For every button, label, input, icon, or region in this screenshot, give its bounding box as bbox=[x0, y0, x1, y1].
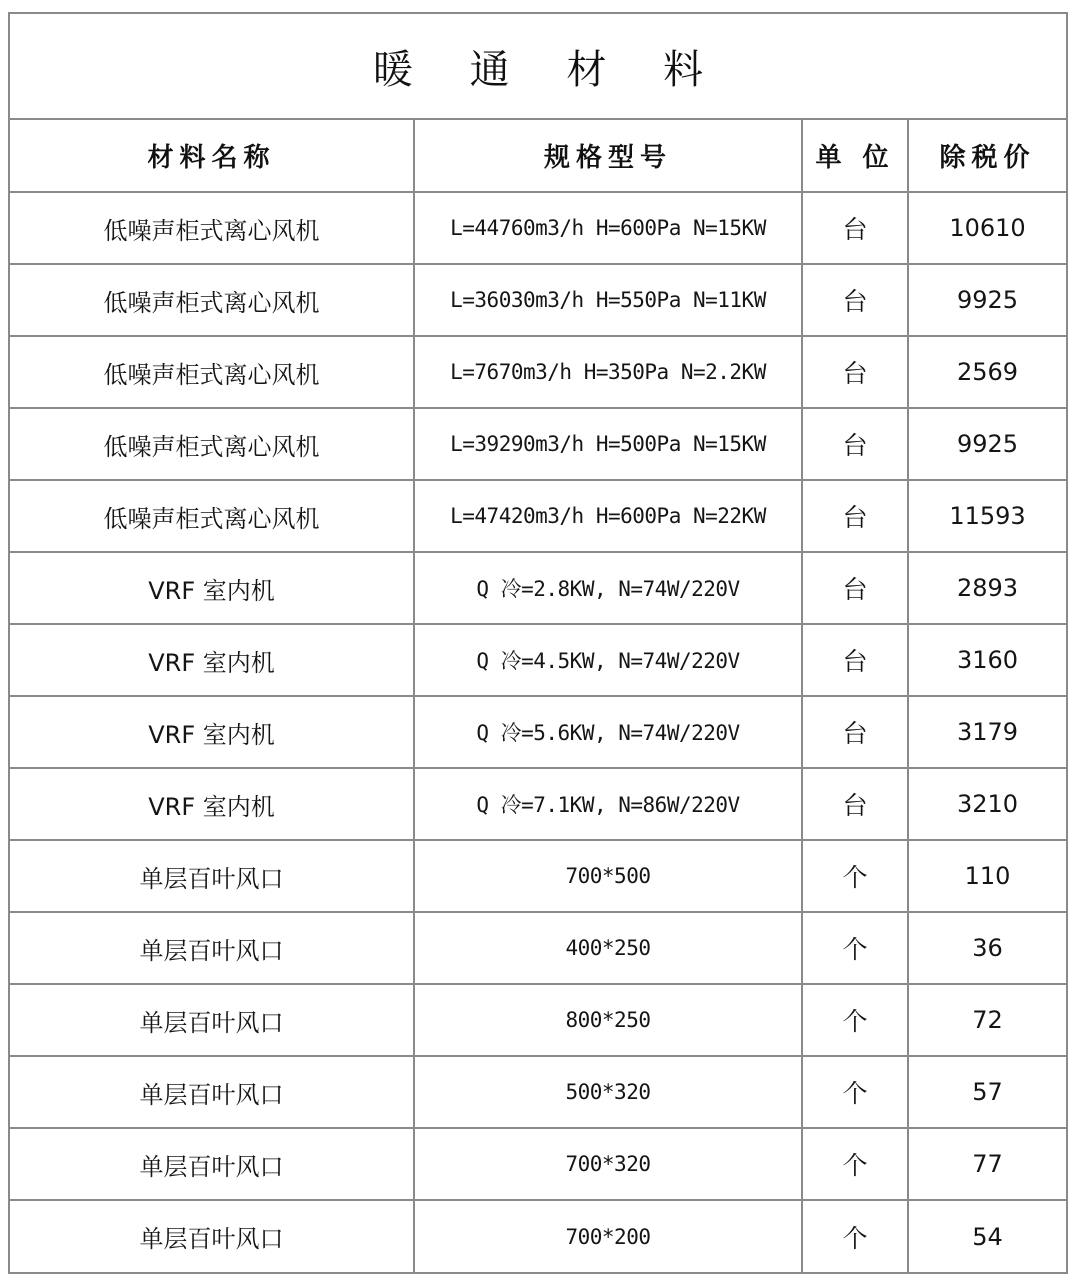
cell-unit: 个 bbox=[802, 1128, 908, 1200]
cell-unit: 台 bbox=[802, 192, 908, 264]
table-row bbox=[10, 1200, 1066, 1272]
column-header-name: 材料名称 bbox=[10, 120, 414, 192]
table-row bbox=[10, 264, 1066, 336]
cell-price: 2893 bbox=[908, 552, 1066, 624]
cell-name: VRF 室内机 bbox=[10, 552, 414, 624]
cell-unit: 个 bbox=[802, 1200, 908, 1272]
cell-price: 110 bbox=[908, 840, 1066, 912]
materials-table bbox=[10, 120, 1066, 1272]
cell-price: 36 bbox=[908, 912, 1066, 984]
cell-name: VRF 室内机 bbox=[10, 696, 414, 768]
cell-price: 10610 bbox=[908, 192, 1066, 264]
cell-name: 单层百叶风口 bbox=[10, 1128, 414, 1200]
cell-name: 低噪声柜式离心风机 bbox=[10, 192, 414, 264]
cell-spec: 800*250 bbox=[414, 984, 802, 1056]
cell-name: 低噪声柜式离心风机 bbox=[10, 264, 414, 336]
cell-price: 77 bbox=[908, 1128, 1066, 1200]
cell-unit: 个 bbox=[802, 984, 908, 1056]
cell-unit: 个 bbox=[802, 840, 908, 912]
cell-spec: L=44760m3/h H=600Pa N=15KW bbox=[414, 192, 802, 264]
cell-spec: Q 冷=4.5KW, N=74W/220V bbox=[414, 624, 802, 696]
cell-spec: L=7670m3/h H=350Pa N=2.2KW bbox=[414, 336, 802, 408]
cell-price: 54 bbox=[972, 1222, 1003, 1251]
cell-spec: 700*200 bbox=[414, 1200, 802, 1272]
sheet-title-row bbox=[10, 14, 1066, 120]
table-row bbox=[10, 768, 1066, 840]
cell-price: 9925 bbox=[908, 408, 1066, 480]
cell-spec: L=36030m3/h H=550Pa N=11KW bbox=[414, 264, 802, 336]
table-row bbox=[10, 624, 1066, 696]
table-row bbox=[10, 696, 1066, 768]
cell-price: 57 bbox=[908, 1056, 1066, 1128]
cell-name: 单层百叶风口 bbox=[10, 1200, 414, 1272]
column-header-price: 除税价 bbox=[908, 120, 1066, 192]
table-row bbox=[10, 912, 1066, 984]
table-row bbox=[10, 552, 1066, 624]
cell-name: 低噪声柜式离心风机 bbox=[10, 408, 414, 480]
column-header-unit: 单 位 bbox=[802, 120, 908, 192]
table-row bbox=[10, 192, 1066, 264]
cell-name: 单层百叶风口 bbox=[10, 1056, 414, 1128]
cell-spec: 500*320 bbox=[414, 1056, 802, 1128]
cell-unit: 台 bbox=[802, 696, 908, 768]
cell-spec: 400*250 bbox=[414, 912, 802, 984]
cell-name: 单层百叶风口 bbox=[10, 840, 414, 912]
cell-name: 单层百叶风口 bbox=[10, 912, 414, 984]
cell-unit: 台 bbox=[802, 264, 908, 336]
cell-spec: L=47420m3/h H=600Pa N=22KW bbox=[414, 480, 802, 552]
table-row bbox=[10, 480, 1066, 552]
cell-unit: 个 bbox=[802, 1056, 908, 1128]
cell-spec: Q 冷=2.8KW, N=74W/220V bbox=[414, 552, 802, 624]
cell-name: 低噪声柜式离心风机 bbox=[10, 480, 414, 552]
cell-price: 3160 bbox=[908, 624, 1066, 696]
materials-price-sheet bbox=[8, 12, 1068, 1274]
cell-name: 低噪声柜式离心风机 bbox=[10, 336, 414, 408]
cell-unit: 个 bbox=[802, 912, 908, 984]
cell-spec: 700*500 bbox=[414, 840, 802, 912]
cell-price: 3210 bbox=[908, 768, 1066, 840]
table-header-row bbox=[10, 120, 1066, 192]
sheet-title: 暖 通 材 料 bbox=[372, 46, 726, 93]
cell-price: 2569 bbox=[908, 336, 1066, 408]
table-body bbox=[10, 192, 1066, 1272]
cell-spec: Q 冷=5.6KW, N=74W/220V bbox=[414, 696, 802, 768]
cell-unit: 台 bbox=[802, 480, 908, 552]
cell-price: 72 bbox=[908, 984, 1066, 1056]
cell-name: 单层百叶风口 bbox=[10, 984, 414, 1056]
cell-spec: L=39290m3/h H=500Pa N=15KW bbox=[414, 408, 802, 480]
table-row bbox=[10, 408, 1066, 480]
table-row bbox=[10, 1128, 1066, 1200]
table-row bbox=[10, 336, 1066, 408]
cell-unit: 台 bbox=[802, 624, 908, 696]
cell-unit: 台 bbox=[802, 768, 908, 840]
cell-unit: 台 bbox=[802, 552, 908, 624]
cell-name: VRF 室内机 bbox=[10, 768, 414, 840]
column-header-spec: 规格型号 bbox=[414, 120, 802, 192]
cell-spec: Q 冷=7.1KW, N=86W/220V bbox=[414, 768, 802, 840]
cell-price: 11593 bbox=[908, 480, 1066, 552]
cell-price: 9925 bbox=[908, 264, 1066, 336]
table-row bbox=[10, 984, 1066, 1056]
cell-unit: 台 bbox=[802, 408, 908, 480]
cell-price: 3179 bbox=[908, 696, 1066, 768]
cell-name: VRF 室内机 bbox=[10, 624, 414, 696]
cell-spec: 700*320 bbox=[414, 1128, 802, 1200]
cell-unit: 台 bbox=[802, 336, 908, 408]
table-row bbox=[10, 1056, 1066, 1128]
table-row bbox=[10, 840, 1066, 912]
